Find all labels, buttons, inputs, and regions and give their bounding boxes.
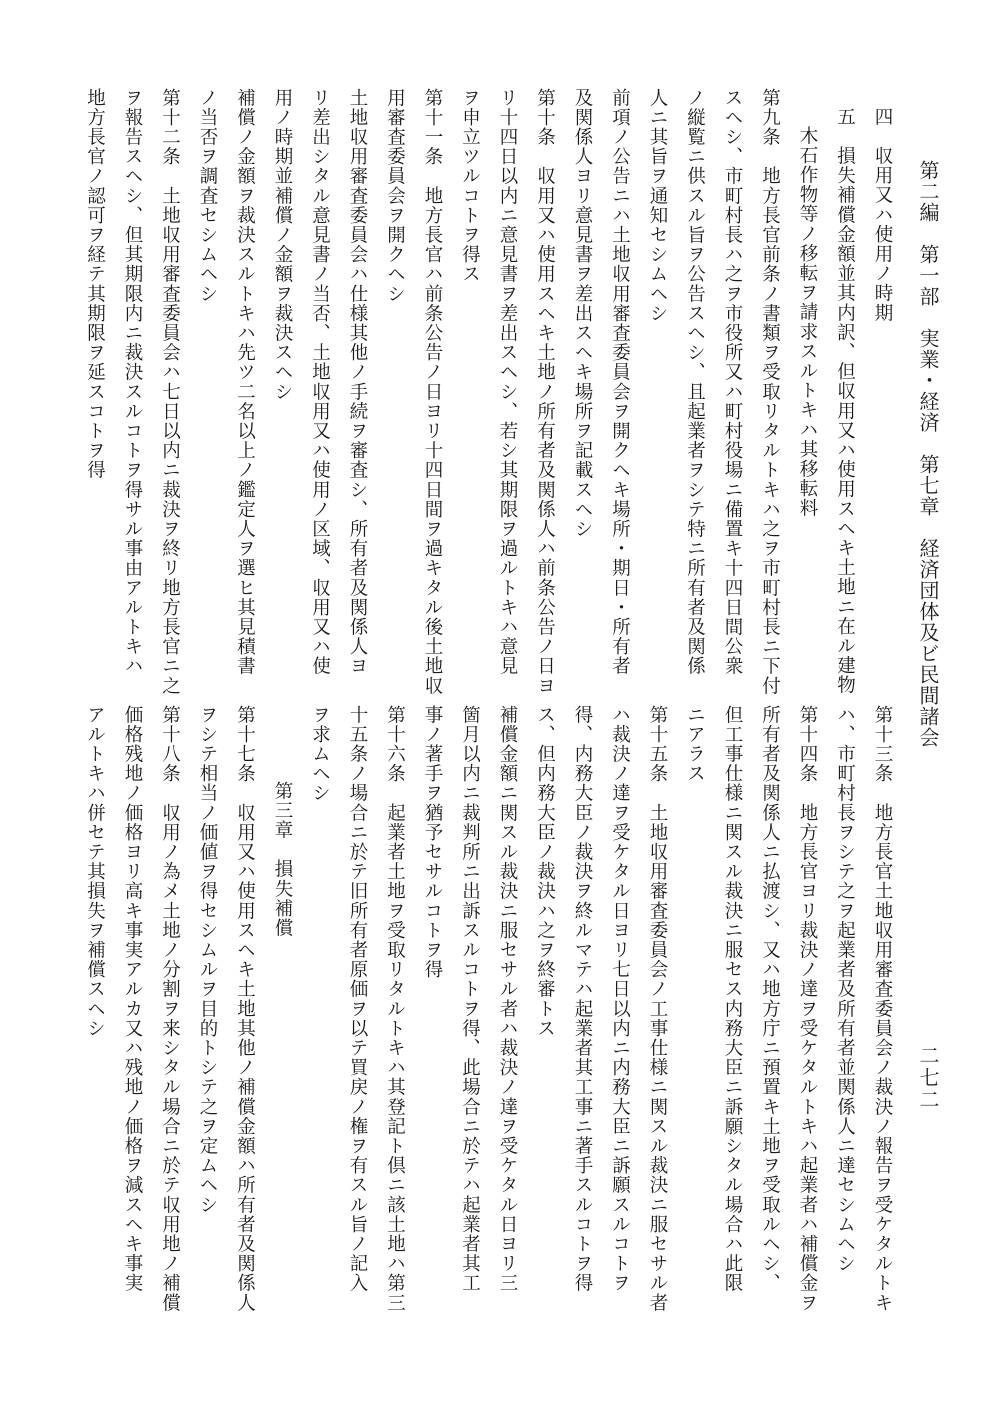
text-column: 補償ノ金額ヲ裁決スルトキハ先ツ二名以上ノ鑑定人ヲ選ヒ其見積書 xyxy=(234,88,256,676)
text-column: 第十六条 起業者土地ヲ受取リタルトキハ其登記ト倶ニ該土地ハ第三 xyxy=(384,705,406,1313)
text-column: 第十三条 地方長官土地収用審査委員会ノ裁決ノ報告ヲ受ケタルトキ xyxy=(872,705,893,1313)
text-column: 第十四条 地方長官ヨリ裁決ノ達ヲ受ケタルトキハ起業者ハ補償金ヲ xyxy=(797,705,818,1313)
text-column: 事ノ著手ヲ猶予セサルコトヲ得 xyxy=(422,705,443,980)
text-column: ヲ報告スヘシ、但其期限内ニ裁決スルコトヲ得サル事由アルトキハ xyxy=(122,88,143,676)
text-column: ヲ求ムヘシ xyxy=(309,705,331,803)
text-column: 前項ノ公告ニハ土地収用審査委員会ヲ開クヘキ場所・期日・所有者 xyxy=(609,88,631,676)
text-column: ハ、市町村長ヲシテ之ヲ起業者及所有者並関係人ニ達セシムヘシ xyxy=(834,705,856,1274)
text-column: 第十二条 土地収用審査委員会ハ七日以内ニ裁決ヲ終リ地方長官ニ之 xyxy=(159,88,181,696)
page-number: 二七二 xyxy=(916,1045,940,1111)
text-column: 第十条 収用又ハ使用スヘキ土地ノ所有者及関係人ハ前条公告ノ日ヨ xyxy=(534,88,556,696)
text-column: 補償金額ニ関スル裁決ニ服セサル者ハ裁決ノ達ヲ受ケタル日ヨリ三 xyxy=(497,705,518,1293)
text-column: ヲ申立ツルコトヲ得ス xyxy=(459,88,481,284)
text-column: 十五条ノ場合ニ於テ旧所有者原価ヲ以テ買戻ノ権ヲ有スル旨ノ記入 xyxy=(347,705,368,1293)
text-column: リ十四日以内ニ意見書ヲ差出スヘシ、若シ其期限ヲ過ルトキハ意見 xyxy=(497,88,518,676)
text-column: ニアラス xyxy=(684,705,706,784)
text-column: 木石作物等ノ移転ヲ請求スルトキハ其移転料 xyxy=(797,126,818,518)
text-column: 用ノ時期並補償ノ金額ヲ裁決スヘシ xyxy=(272,88,293,402)
text-column: 但工事仕様ニ関スル裁決ニ服セス内務大臣ニ訴願シタル場合ハ此限 xyxy=(722,705,743,1293)
text-column: リ差出シタル意見書ノ当否、土地収用又ハ使用ノ区域、収用又ハ使 xyxy=(309,88,331,676)
text-column: 地方長官ノ認可ヲ経テ其期限ヲ延スコトヲ得 xyxy=(84,88,106,480)
text-column: ハ裁決ノ達ヲ受ケタル日ヨリ七日以内ニ内務大臣ニ訴願スルコトヲ xyxy=(609,705,631,1293)
text-column: 及関係人ヨリ意見書ヲ差出スヘキ場所ヲ記載スヘシ xyxy=(572,88,593,539)
text-column: 五 損失補償金額並其内訳、但収用又ハ使用スヘキ土地ニ在ル建物 xyxy=(834,107,856,695)
text-column: ス、但内務大臣ノ裁決ハ之ヲ終審トス xyxy=(534,705,556,1039)
lower-text-block xyxy=(66,705,891,1365)
text-column: 箇月以内ニ裁判所ニ出訴スルコトヲ得、此場合ニ於テハ起業者其工 xyxy=(459,705,481,1293)
text-column: 第九条 地方長官前条ノ書類ヲ受取リタルトキハ之ヲ市町村長ニ下付 xyxy=(759,88,781,696)
text-column: アルトキハ併セテ其損失ヲ補償スヘシ xyxy=(84,705,106,1039)
chapter-heading: 第三章 損失補償 xyxy=(272,781,293,938)
text-column: 四 収用又ハ使用ノ時期 xyxy=(872,107,893,323)
text-column: ノ当否ヲ調査セシムヘシ xyxy=(197,88,218,304)
text-column: 第十八条 収用ノ為メ土地ノ分割ヲ来シタル場合ニ於テ収用地ノ補償 xyxy=(159,705,181,1313)
text-column: ノ縦覧ニ供スル旨ヲ公告スヘシ、且起業者ヲシテ特ニ所有者及関係 xyxy=(684,88,706,676)
text-column: 得、内務大臣ノ裁決ヲ終ルマテハ起業者其工事ニ著手スルコトヲ得 xyxy=(572,705,593,1293)
text-column: 第十七条 収用又ハ使用スヘキ土地其他ノ補償金額ハ所有者及関係人 xyxy=(234,705,256,1313)
text-column: スヘシ、市町村長ハ之ヲ市役所又ハ町村役場ニ備置キ十四日間公衆 xyxy=(722,88,743,676)
text-column: 土地収用審査委員会ハ仕様其他ノ手続ヲ審査シ、所有者及関係人ヨ xyxy=(347,88,368,676)
text-column: 第十五条 土地収用審査委員会ノ工事仕様ニ関スル裁決ニ服セサル者 xyxy=(647,705,668,1313)
upper-text-block xyxy=(66,88,893,696)
text-column: 第十一条 地方長官ハ前条公告ノ日ヨリ十四日間ヲ過キタル後土地収 xyxy=(422,88,443,696)
running-header: 第二編 第一部 実業・経済 第七章 経済団体及ビ民間諸会 xyxy=(916,160,940,748)
text-column: ヲシテ相当ノ価値ヲ得セシムルヲ目的トシテ之ヲ定ムヘシ xyxy=(197,705,218,1215)
text-column: 価格残地ノ価格ヨリ高キ事実アルカ又ハ残地ノ価格ヲ減スヘキ事実 xyxy=(122,705,143,1293)
text-column: 用審査委員会ヲ開クヘシ xyxy=(384,88,406,304)
text-column: 所有者及関係人ニ払渡シ、又ハ地方庁ニ預置キ土地ヲ受取ルヘシ、 xyxy=(759,705,781,1293)
text-column: 人ニ其旨ヲ通知セシムヘシ xyxy=(647,88,668,324)
